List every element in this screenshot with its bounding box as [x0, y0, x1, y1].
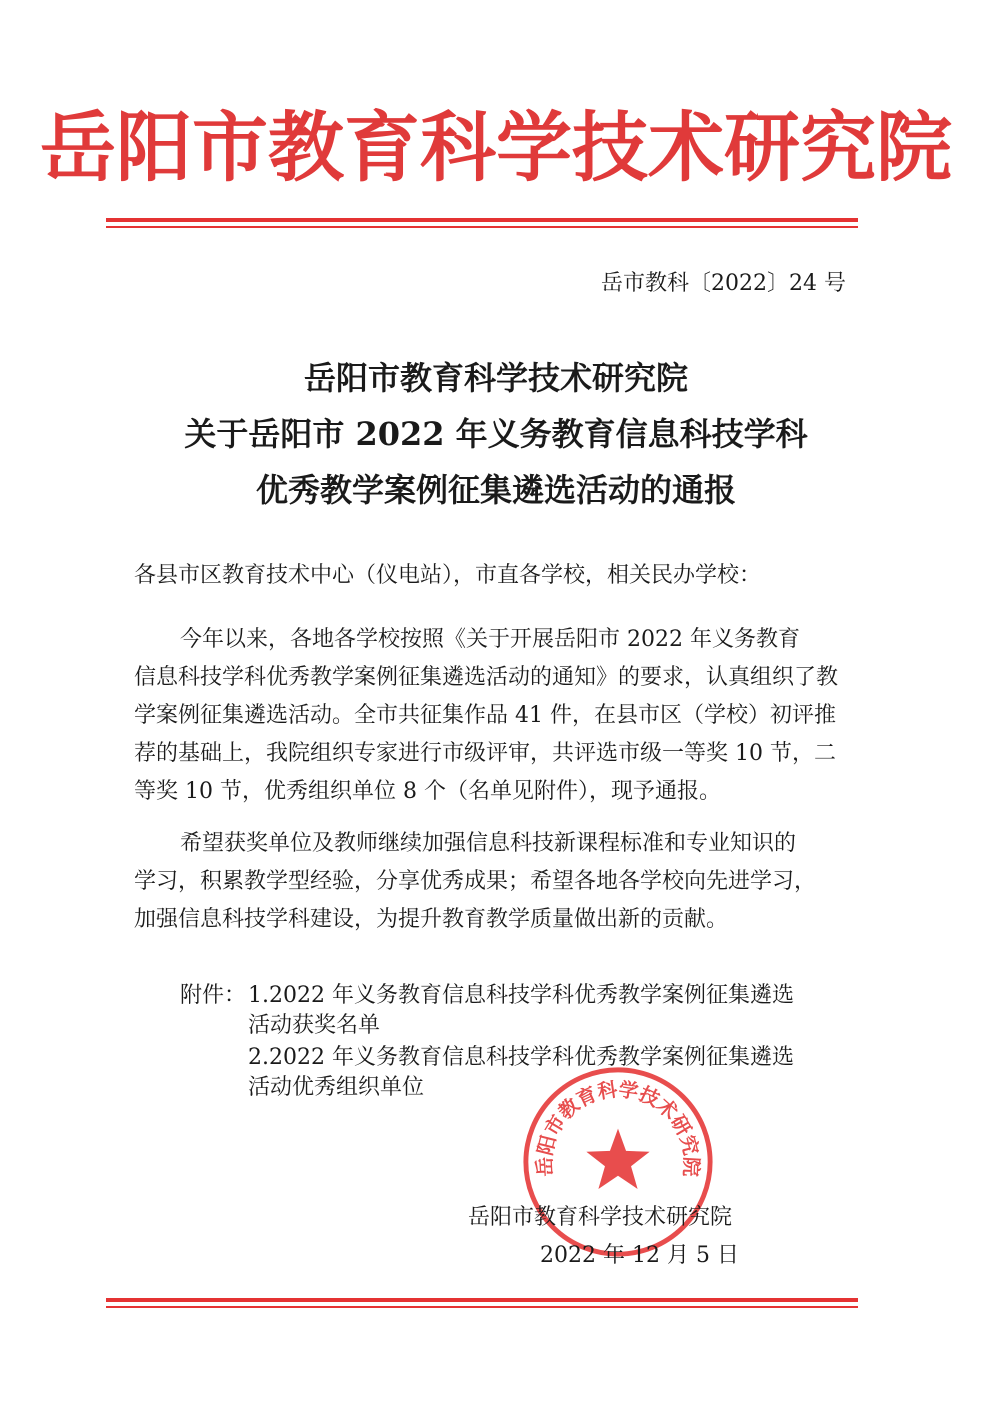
- letterhead-title: 岳阳市教育科学技术研究院: [40, 103, 952, 192]
- attachment-item-2: 2.2022 年义务教育信息科技学科优秀教学案例征集遴选: [248, 1045, 794, 1070]
- paragraph-1-line: 今年以来，各地各学校按照《关于开展岳阳市 2022 年义务教育: [180, 627, 800, 652]
- seal-text: 岳阳市教育科学技术研究院: [532, 1077, 704, 1178]
- signature-organization: 岳阳市教育科学技术研究院: [468, 1205, 733, 1230]
- attachments-label: 附件：: [180, 983, 247, 1008]
- document-number: 岳市教科〔2022〕24 号: [601, 271, 846, 296]
- footer-divider-thin: [106, 1306, 858, 1308]
- paragraph-1-line: 等奖 10 节，优秀组织单位 8 个（名单见附件），现予通报。: [134, 779, 721, 804]
- signature-date: 2022 年 12 月 5 日: [540, 1243, 739, 1268]
- letterhead-divider-thin: [106, 226, 858, 228]
- paragraph-1-line: 学案例征集遴选活动。全市共征集作品 41 件，在县市区（学校）初评推: [134, 703, 836, 728]
- document-title-line-3: 优秀教学案例征集遴选活动的通报: [255, 471, 736, 509]
- paragraph-1-line: 荐的基础上，我院组织专家进行市级评审，共评选市级一等奖 10 节，二: [134, 741, 836, 766]
- footer-divider: [106, 1298, 858, 1302]
- attachment-item-2-cont: 活动优秀组织单位: [248, 1075, 425, 1100]
- seal-star-icon: [586, 1129, 649, 1189]
- paragraph-1-line: 信息科技学科优秀教学案例征集遴选活动的通知》的要求，认真组织了教: [134, 665, 839, 690]
- addressee: 各县市区教育技术中心（仪电站），市直各学校，相关民办学校：: [134, 563, 762, 588]
- letterhead-divider: [106, 218, 858, 222]
- document-title-line-1: 岳阳市教育科学技术研究院: [303, 359, 688, 397]
- document-title-line-2: 关于岳阳市 2022 年义务教育信息科技学科: [184, 415, 808, 453]
- paragraph-2-line: 希望获奖单位及教师继续加强信息科技新课程标准和专业知识的: [180, 831, 797, 856]
- paragraph-2-line: 加强信息科技学科建设，为提升教育教学质量做出新的贡献。: [134, 907, 729, 932]
- attachment-item-1: 1.2022 年义务教育信息科技学科优秀教学案例征集遴选: [248, 983, 794, 1008]
- attachment-item-1-cont: 活动获奖名单: [248, 1013, 381, 1038]
- paragraph-2-line: 学习，积累教学型经验，分享优秀成果；希望各地各学校向先进学习，: [134, 869, 817, 894]
